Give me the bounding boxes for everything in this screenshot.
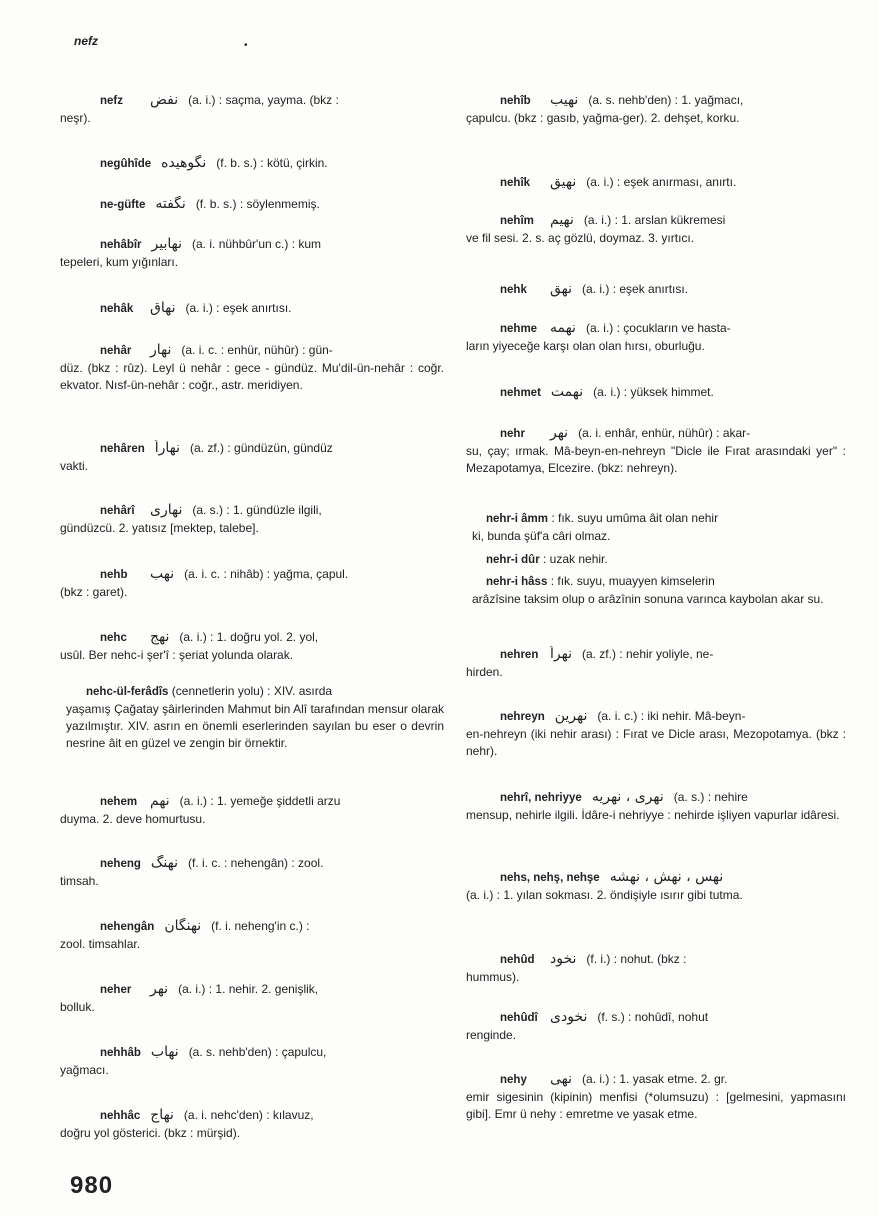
entry-first-line — [466, 646, 846, 664]
dictionary-entry — [466, 789, 846, 824]
entry-headword: nehme — [500, 323, 538, 335]
entry-definition: (a. i.) : eşek anırması, anırtı. — [586, 175, 737, 189]
entry-first-line — [60, 440, 444, 458]
entry-continuation: arâzîsine taksim olup o arâzînin sonuna varınca kaybolan akar su. — [472, 592, 824, 606]
entry-headword: nehhâb — [100, 1047, 141, 1059]
entry-headword: nehhâc — [100, 1110, 141, 1122]
entry-first-line — [60, 236, 444, 254]
entry-first-line — [466, 92, 846, 110]
entry-definition: (a. i. enhâr, enhür, nühûr) : akar- — [578, 426, 751, 440]
entry-definition: (a. i.) : çocukların ve hasta- — [585, 321, 731, 335]
entry-definition: (a. i.) : 1. yasak etme. 2. gr. — [582, 1072, 728, 1086]
entry-definition: (a. i. nehc'den) : kılavuz, — [183, 1108, 314, 1122]
entry-first-line — [60, 342, 444, 360]
entry-continuation: ve fil sesi. 2. s. aç gözlü, doymaz. 3. yırtıcı. — [466, 231, 695, 245]
entry-definition: (a. i.) : yüksek himmet. — [593, 385, 714, 399]
dictionary-entry — [466, 425, 846, 477]
entry-definition: (cennetlerin yolu) : XIV. asırda — [171, 684, 333, 698]
dictionary-entry — [60, 92, 444, 127]
dictionary-entry — [466, 1009, 846, 1044]
entry-definition: : fık. suyu, muayyen kimselerin — [550, 574, 715, 588]
entry-ottoman-script: نهری ، نهریه — [591, 789, 664, 805]
entry-headword: nehr — [500, 428, 525, 440]
entry-first-line — [466, 281, 846, 299]
entry-continuation: yaşamış Çağatay şâirlerinden Mahmut bin Alî tarafından mensur olarak yazılmıştır. XIV. asrın en önemli eserlerinden sayılan bu eser o devrin nesrine âit en güzel ve zengin bir örnektir. — [66, 702, 444, 750]
entry-first-line — [60, 918, 444, 936]
entry-definition: (a. zf.) : gündüzün, gündüz — [190, 441, 333, 455]
entry-definition: (f. b. s.) : söylenmemiş. — [195, 197, 320, 211]
entry-headword: nehb — [100, 569, 128, 581]
page-number: 980 — [70, 1172, 114, 1199]
entry-headword: nehren — [500, 649, 539, 661]
entry-headword: neheng — [100, 858, 141, 870]
entry-headword: negûhîde — [100, 158, 152, 170]
entry-continuation: su, çay; ırmak. Mâ-beyn-en-nehreyn "Dicle ile Fırat arasındaki yer" : Mezapotamya, Elcezire. (bkz: nehreyn). — [466, 444, 846, 475]
dictionary-entry — [466, 384, 846, 402]
dictionary-entry — [466, 1071, 846, 1123]
entry-definition: (a. i.) : eşek anırtısı. — [185, 301, 292, 315]
entry-headword: nehr-i dûr — [486, 554, 540, 566]
dictionary-entry — [466, 951, 846, 986]
entry-first-line — [466, 1009, 846, 1027]
entry-continuation: (bkz : garet). — [60, 585, 128, 599]
entry-headword: nehmet — [500, 387, 541, 399]
dictionary-entry — [60, 1044, 444, 1079]
entry-continuation: mensup, nehirle ilgili. İdâre-i nehriyye : nehirde işliyen vapurlar idâresi. — [466, 808, 840, 822]
entry-first-line — [60, 155, 444, 173]
entry-ottoman-script: نهس ، نهش ، نهشه — [609, 869, 724, 885]
entry-continuation: doğru yol gösterici. (bkz : mürşid). — [60, 1126, 241, 1140]
entry-definition: (a. i.) : 1. nehir. 2. genişlik, — [178, 982, 319, 996]
entry-first-line — [466, 510, 846, 528]
entry-continuation: tepeleri, kum yığınları. — [60, 255, 179, 269]
dictionary-entry — [466, 869, 846, 904]
entry-ottoman-script: نهاج — [150, 1107, 174, 1123]
entry-definition: : fık. suyu umûma âit olan nehir — [551, 511, 719, 525]
entry-definition: (a. i. c. : nihâb) : yağma, çapul. — [184, 567, 349, 581]
entry-headword: nehengân — [100, 921, 155, 933]
entry-ottoman-script: نهابیر — [151, 236, 183, 252]
entry-first-line — [466, 708, 846, 726]
entry-ottoman-script: نهج — [150, 629, 170, 645]
entry-ottoman-script: نهیق — [550, 174, 577, 190]
entry-headword: nehem — [100, 796, 138, 808]
entry-definition: (f. s.) : nohûdî, nohut — [597, 1010, 709, 1024]
entry-first-line — [60, 1044, 444, 1062]
entry-ottoman-script: نهاق — [150, 300, 176, 316]
entry-first-line — [60, 566, 444, 584]
entry-ottoman-script: نهب — [150, 566, 175, 582]
entry-headword: nehîk — [500, 177, 531, 189]
entry-ottoman-script: نهاراً — [154, 440, 181, 456]
entry-ottoman-script: نهاری — [150, 502, 183, 518]
entry-continuation: bolluk. — [60, 1000, 95, 1014]
entry-headword: nehrî, nehriyye — [500, 792, 582, 804]
entry-headword: nehâk — [100, 303, 134, 315]
dictionary-entry — [60, 683, 444, 752]
entry-definition: (a. zf.) : nehir yoliyle, ne- — [581, 647, 714, 661]
entry-continuation: emir sigesinin (kipinin) menfisi (*olumsuzu) : [gelmesini, yapmasını gibi]. Emr ü nehy : emretme ve yasak etme. — [466, 1090, 846, 1121]
dictionary-entry — [60, 342, 444, 394]
entry-ottoman-script: نگفته — [155, 196, 186, 212]
dictionary-entry — [466, 646, 846, 681]
entry-ottoman-script: نگوهیده — [161, 155, 207, 171]
entry-ottoman-script: نهراً — [550, 646, 572, 662]
entry-definition: (f. i.) : nohut. (bkz : — [586, 952, 687, 966]
entry-definition: (a. i.) : eşek anırtısı. — [582, 282, 689, 296]
dictionary-entry — [466, 320, 846, 355]
entry-headword: ne-güfte — [100, 199, 146, 211]
entry-definition: (a. i. c.) : iki nehir. Mâ-beyn- — [597, 709, 746, 723]
running-header: nefz — [74, 34, 98, 48]
entry-continuation: hummus). — [466, 970, 520, 984]
entry-first-line — [466, 551, 846, 569]
entry-first-line — [466, 384, 846, 402]
entry-ottoman-script: نهمه — [550, 320, 576, 336]
entry-definition: (f. i. c. : nehengân) : zool. — [188, 856, 324, 870]
entry-continuation: ların yiyeceğe karşı olan olan hırsı, oburluğu. — [466, 339, 705, 353]
dictionary-entry — [60, 1107, 444, 1142]
entry-headword: nehs, nehş, nehşe — [500, 872, 600, 884]
dictionary-entry — [466, 92, 846, 127]
dictionary-entry — [60, 981, 444, 1016]
entry-ottoman-script: نهار — [150, 342, 172, 358]
entry-first-line — [60, 1107, 444, 1125]
entry-ottoman-script: نهر — [550, 425, 569, 441]
dictionary-entry — [466, 212, 846, 247]
entry-headword: nehr-i hâss — [486, 576, 548, 588]
entry-continuation: duyma. 2. deve homurtusu. — [60, 812, 206, 826]
entry-continuation: zool. timsahlar. — [60, 937, 141, 951]
dictionary-entry — [60, 300, 444, 318]
dictionary-entry — [60, 918, 444, 953]
entry-continuation: neşr). — [60, 111, 91, 125]
entry-continuation: ki, bunda şüf'a câri olmaz. — [472, 529, 611, 543]
entry-ottoman-script: نهیم — [550, 212, 574, 228]
entry-first-line — [466, 1071, 846, 1089]
entry-first-line — [466, 174, 846, 192]
entry-first-line — [60, 300, 444, 318]
entry-first-line — [60, 855, 444, 873]
entry-definition: (a. i. c. : enhür, nühûr) : gün- — [181, 343, 333, 357]
entry-definition: (a. i.) : 1. doğru yol. 2. yol, — [179, 630, 319, 644]
entry-headword: nehûd — [500, 954, 535, 966]
entry-ottoman-script: نخود — [550, 951, 577, 967]
dictionary-entry — [60, 236, 444, 271]
entry-first-line — [466, 573, 846, 591]
entry-definition: (a. s.) : nehire — [673, 790, 748, 804]
entry-continuation: yağmacı. — [60, 1063, 109, 1077]
entry-headword: nehreyn — [500, 711, 545, 723]
entry-ottoman-script: نفض — [150, 92, 179, 108]
dictionary-entry — [60, 440, 444, 475]
dictionary-entry — [60, 793, 444, 828]
entry-headword: nehk — [500, 284, 527, 296]
entry-first-line — [60, 92, 444, 110]
entry-first-line — [466, 425, 846, 443]
entry-headword: nehy — [500, 1074, 527, 1086]
print-dot: • — [244, 40, 248, 51]
entry-ottoman-script: نهرین — [554, 708, 588, 724]
dictionary-entry — [60, 502, 444, 537]
dictionary-entry — [60, 855, 444, 890]
entry-definition: (f. i. neheng'in c.) : — [211, 919, 310, 933]
dictionary-entry — [60, 629, 444, 664]
entry-headword: nehc — [100, 632, 127, 644]
entry-definition: (a. s. nehb'den) : çapulcu, — [188, 1045, 327, 1059]
entry-ottoman-script: نهاب — [150, 1044, 179, 1060]
entry-definition: : uzak nehir. — [543, 552, 608, 566]
entry-first-line — [60, 502, 444, 520]
entry-headword: nehc-ül-ferâdîs — [86, 686, 169, 698]
entry-first-line — [60, 683, 444, 701]
entry-definition: (a. s.) : 1. gündüzle ilgili, — [192, 503, 322, 517]
entry-first-line — [60, 196, 444, 214]
entry-headword: nehârî — [100, 505, 135, 517]
entry-headword: nehûdî — [500, 1012, 538, 1024]
dictionary-entry — [466, 174, 846, 192]
dictionary-entry — [60, 196, 444, 214]
entry-first-line — [466, 212, 846, 230]
dictionary-entry — [466, 281, 846, 299]
dictionary-entry — [466, 573, 846, 608]
entry-headword: nefz — [100, 95, 123, 107]
entry-continuation: en-nehreyn (iki nehir arası) : Fırat ve Dicle arası, Mezopotamya. (bkz : nehr). — [466, 727, 846, 758]
entry-definition: (a. i.) : 1. arslan kükremesi — [583, 213, 726, 227]
entry-continuation: usûl. Ber nehc-i şer'î : şeriat yolunda olarak. — [60, 648, 294, 662]
entry-ottoman-script: نهیب — [550, 92, 579, 108]
dictionary-entry — [60, 566, 444, 601]
entry-headword: nehîb — [500, 95, 531, 107]
entry-first-line — [466, 789, 846, 807]
entry-ottoman-script: نهی — [550, 1071, 573, 1087]
entry-definition: (a. s. nehb'den) : 1. yağmacı, — [588, 93, 744, 107]
entry-headword: nehâr — [100, 345, 132, 357]
entry-continuation: renginde. — [466, 1028, 517, 1042]
entry-headword: nehâren — [100, 443, 145, 455]
entry-headword: nehr-i âmm — [486, 513, 548, 525]
entry-first-line — [466, 869, 846, 887]
entry-continuation: (a. i.) : 1. yılan sokması. 2. öndişiyle ısırır gibi tutma. — [466, 888, 743, 902]
entry-first-line — [60, 629, 444, 647]
entry-continuation: düz. (bkz : rûz). Leyl ü nehâr : gece - gündüz. Mu'dil-ün-nehâr : coğr. ekvator. Nısf-ün-nehâr : coğr., astr. meridiyen. — [60, 361, 444, 392]
entry-definition: (a. i. nühbûr'un c.) : kum — [192, 237, 322, 251]
entry-first-line — [60, 981, 444, 999]
entry-ottoman-script: نهم — [150, 793, 170, 809]
entry-continuation: çapulcu. (bkz : gasıb, yağma-ger). 2. dehşet, korku. — [466, 111, 740, 125]
entry-headword: neher — [100, 984, 132, 996]
entry-first-line — [466, 951, 846, 969]
entry-headword: nehîm — [500, 215, 534, 227]
entry-definition: (a. i.) : saçma, yayma. (bkz : — [188, 93, 339, 107]
entry-ottoman-script: نخودی — [550, 1009, 588, 1025]
dictionary-entry — [466, 708, 846, 760]
entry-continuation: timsah. — [60, 874, 99, 888]
entry-ottoman-script: نهمت — [550, 384, 584, 400]
entry-definition: (a. i.) : 1. yemeğe şiddetli arzu — [179, 794, 341, 808]
entry-ottoman-script: نهنگان — [164, 918, 202, 934]
dictionary-entry — [60, 155, 444, 173]
dictionary-entry — [466, 510, 846, 545]
entry-continuation: hirden. — [466, 665, 503, 679]
dictionary-entry — [466, 551, 846, 569]
entry-first-line — [466, 320, 846, 338]
entry-headword: nehâbîr — [100, 239, 142, 251]
entry-ottoman-script: نهر — [150, 981, 169, 997]
entry-continuation: gündüzcü. 2. yatısız [mektep, talebe]. — [60, 521, 259, 535]
entry-ottoman-script: نهنگ — [150, 855, 178, 871]
entry-continuation: vakti. — [60, 459, 89, 473]
entry-first-line — [60, 793, 444, 811]
entry-definition: (f. b. s.) : kötü, çirkin. — [216, 156, 328, 170]
entry-ottoman-script: نهق — [550, 281, 573, 297]
